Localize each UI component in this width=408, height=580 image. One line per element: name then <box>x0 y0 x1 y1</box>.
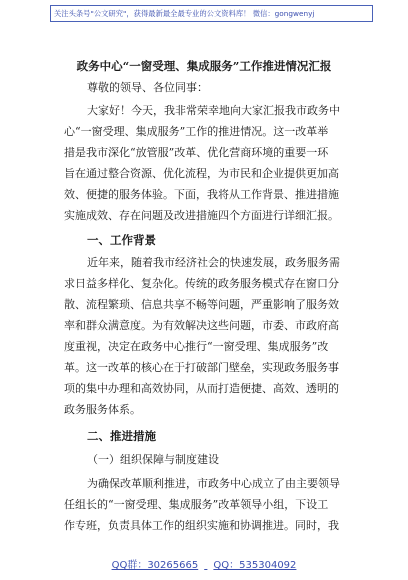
section2-subheading-1: （一）组织保障与制度建设 <box>87 453 219 466</box>
section1-line-8: 政务服务体系。 <box>64 403 141 416</box>
intro-line-3: 措是我市深化“放管服”改革、优化营商环境的重要一环 <box>64 146 329 159</box>
section1-line-7: 项的集中办理和高效协同，从而打造便捷、高效、透明的 <box>64 382 339 395</box>
header-promo-note: 关注头条号"公文研究"，获得最新最全最专业的公文资料库！ 微信：gongwenyj <box>50 5 373 22</box>
section1-line-3: 散、流程繁琐、信息共享不畅等问题，严重影响了服务效 <box>64 298 339 311</box>
footer-qq-link[interactable]: QQ：535304092 <box>213 560 297 571</box>
section1-heading: 一、工作背景 <box>87 233 156 247</box>
intro-line-1: 大家好！今天，我非常荣幸地向大家汇报我市政务中 <box>87 104 340 117</box>
section2-line-1: 为确保改革顺利推进，市政务中心成立了由主要领导 <box>87 477 340 490</box>
footer-qq-group-link[interactable]: QQ群：30265665 <box>111 560 199 571</box>
intro-line-4: 旨在通过整合资源、优化流程，为市民和企业提供更加高 <box>64 167 339 180</box>
intro-line-5: 效、便捷的服务体验。下面，我将从工作背景、推进措施 <box>64 188 339 201</box>
intro-line-6: 实施成效、存在问题及改进措施四个方面进行详细汇报。 <box>64 209 339 222</box>
section1-line-6: 革。这一改革的核心在于打破部门壁垒，实现政务服务事 <box>64 361 339 374</box>
salutation: 尊敬的领导、各位同事： <box>87 81 208 94</box>
section2-line-2: 任组长的“一窗受理、集成服务”改革领导小组，下设工 <box>64 498 329 511</box>
section1-line-4: 率和群众满意度。为有效解决这些问题，市委、市政府高 <box>64 319 339 332</box>
section1-line-1: 近年来，随着我市经济社会的快速发展，政务服务需 <box>87 256 340 269</box>
footer-contact <box>0 556 408 571</box>
section1-line-5: 度重视，决定在政务中心推行“一窗受理、集成服务”改 <box>64 340 329 353</box>
section2-heading: 二、推进措施 <box>87 429 156 443</box>
section1-line-2: 求日益多样化、复杂化。传统的政务服务模式存在窗口分 <box>64 277 339 290</box>
intro-line-2: 心“一窗受理、集成服务”工作的推进情况。这一改革举 <box>64 125 329 138</box>
section2-line-3: 作专班，负责具体工作的组织实施和协调推进。同时，我 <box>64 519 339 532</box>
document-title: 政务中心“一窗受理、集成服务”工作推进情况汇报 <box>76 59 332 73</box>
